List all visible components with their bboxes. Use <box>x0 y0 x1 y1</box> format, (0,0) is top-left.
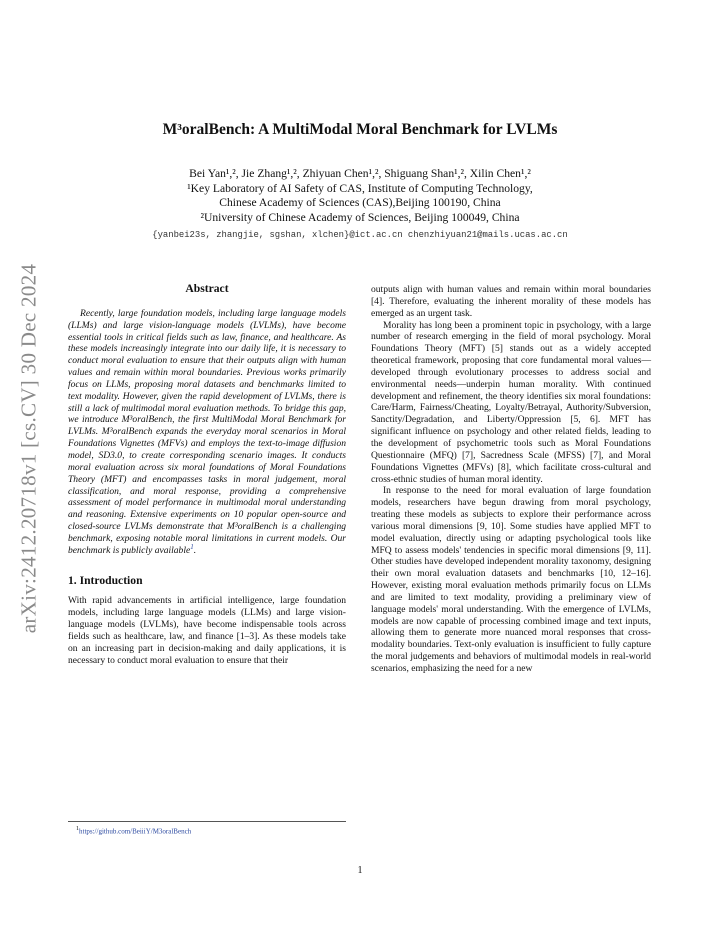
section-heading-introduction: 1. Introduction <box>68 573 143 587</box>
footnote <box>68 821 346 835</box>
affiliation-1-line-2: Chinese Academy of Sciences (CAS),Beijing 100190, China <box>219 196 501 209</box>
right-paragraph-1: Morality has long been a prominent topic in psychology, with a large number of research emerging in the field of moral psychology. Moral Foundations Theory (MFT) [5] stands out as a widely accepted theoretical framework, proposing that core fundamental moral values—developed through evolutionary processes to address social and environmental needs—underpin human morality. With continued development and refinement, the theory identifies six moral foundations: Care/Harm, Fairness/Cheating, Loyalty/Betrayal, Authority/Subversion, Sanctity/Degradation, and Liberty/Oppression [5, 6]. MFT has significant influence on psychology and other related fields, leading to the development of psychometric tools such as Moral Foundations Questionnaire (MFQ) [7], Sacredness Scale (MFSS) [7], and Moral Foundations Vignettes (MFVs) [8], which facilitate cross-cultural and cross-ethnic studies of human moral identity. <box>371 319 651 485</box>
footnote-number: 1 <box>76 826 79 832</box>
footnote-ref[interactable]: 1 <box>190 542 194 551</box>
paper-title: M³oralBench: A MultiModal Moral Benchmark for LVLMs <box>162 121 558 138</box>
right-column <box>371 284 651 675</box>
abstract-body: Recently, large foundation models, including large language models (LLMs) and large vision-language models (LVLMs), have become essential tools in critical fields such as law, finance, and healthcare. As these models increasingly integrate into our daily life, it is necessary to conduct moral evaluation to ensure that their outputs align with human values and remain within moral boundaries. Previous works primarily focus on LLMs, proposing moral datasets and benchmarks limited to text modality. However, given the rapid development of LVLMs, there is still a lack of multimodal moral evaluation methods. To bridge this gap, we introduce M³oralBench, the first MultiModal Moral Benchmark for LVLMs. M³oralBench expands the everyday moral scenarios in Moral Foundations Vignettes (MFVs) and employs the text-to-image diffusion model, SD3.0, to create corresponding scenario images. It conducts moral evaluation across six moral foundations of Moral Foundations Theory (MFT) and encompasses tasks in moral judgement, moral classification, and moral response, providing a comprehensive assessment of model performance in multimodal moral understanding and reasoning. Extensive experiments on 10 popular open-source and closed-source LVLMs demonstrate that M³oralBench is a challenging benchmark, exposing notable moral limitations in current models. Our benchmark is publicly available <box>68 307 346 556</box>
affiliation-1-line-1: ¹Key Laboratory of AI Safety of CAS, Institute of Computing Technology, <box>187 181 533 195</box>
right-paragraph-2: In response to the need for moral evaluation of large foundation models, researchers have begun drawing from moral psychology, treating these models as subjects to explore their performance across various moral dimensions [9, 10]. Some studies have applied MFT to model evaluation, directly using or adapting psychological tools like MFQ to assess models' tendencies in specific moral dimensions [9, 11]. Other studies have developed independent morality taxonomy, designing their own moral evaluation datasets and benchmarks [10, 12–16]. However, existing moral evaluation methods primarily focus on LLMs and are limited to text modality, providing a preliminary view of language models' moral understanding. With the emergence of LVLMs, models are now capable of processing combined image and text inputs, allowing them to generate more nuanced moral responses that cross-modality boundaries. Text-only evaluation is insufficient to fully capture the moral judgements and behaviors of multimodal models in real-world scenarios, emphasizing the need for a new <box>371 485 651 674</box>
page-number: 1 <box>357 865 363 876</box>
abstract-end: . <box>193 544 197 556</box>
arxiv-identifier-watermark <box>16 244 41 652</box>
author-emails: {yanbei23s, zhangjie, sgshan, xlchen}@ict.ac.cn chenzhiyuan21@mails.ucas.ac.cn <box>152 230 568 240</box>
author-block <box>0 167 720 243</box>
right-paragraph-0: outputs align with human values and remain within moral boundaries [4]. Therefore, evaluating the inherent morality of these models has emerged as an urgent task. <box>371 284 651 319</box>
left-column <box>68 283 346 666</box>
footnote-link[interactable]: https://github.com/BeiiiY/M3oralBench <box>79 827 192 836</box>
abstract-heading: Abstract <box>185 282 229 295</box>
author-list: Bei Yan¹,², Jie Zhang¹,², Zhiyuan Chen¹,², Shiguang Shan¹,², Xilin Chen¹,² <box>189 167 531 180</box>
abstract-text <box>68 308 346 557</box>
affiliation-2: ²University of Chinese Academy of Sciences, Beijing 100049, China <box>200 210 520 224</box>
intro-paragraph-1: With rapid advancements in artificial intelligence, large foundation models, including large language models (LLMs) and large vision-language models (LVLMs), have become indispensable tools across fields such as healthcare, law, and finance [1–3]. As these models take on an increasing part in decision-making and daily applications, it is necessary to conduct moral evaluation to ensure that their <box>68 595 346 666</box>
arxiv-identifier-text: arXiv:2412.20718v1 [cs.CV] 30 Dec 2024 <box>16 263 41 633</box>
